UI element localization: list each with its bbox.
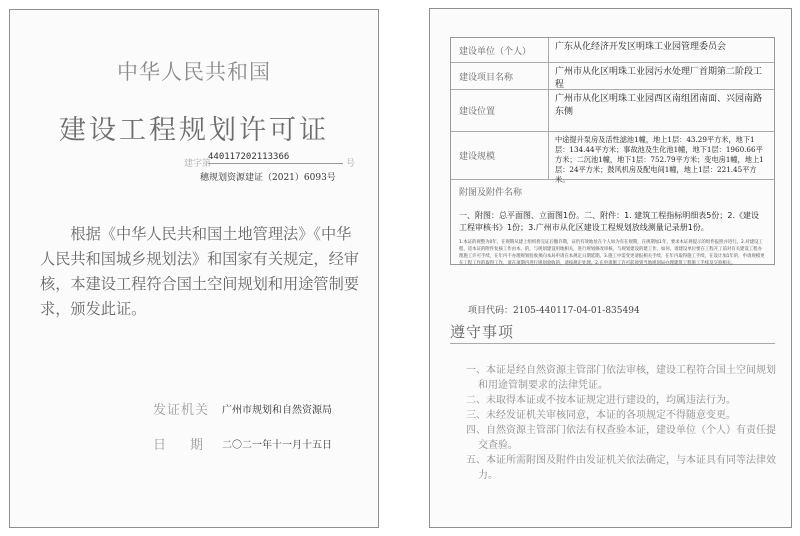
unit-value: 广东从化经济开发区明珠工业园管理委员会 [555,42,727,52]
scale-label: 建设规模 [451,132,549,179]
certificate-intro: 根据《中华人民共和国土地管理法》《中华人民共和国城乡规划法》和国家有关规定，经审核，本建设工程符合国土空间规划和用途管制要求，颁发此证。 [40,225,359,318]
unit-label: 建设单位（个人） [451,38,549,62]
date-value: 二〇二一年十一月十五日 [222,440,332,451]
project-value: 广州市从化区明珠工业园污水处理厂首期第二阶段工程 [555,67,763,90]
table-row-location [451,90,774,132]
list-item: 三、未经发证机关审核同意，本证的各项规定不得随意变更。 [466,410,736,421]
notice-divider [450,343,775,344]
info-table [450,37,775,265]
issuer-value: 广州市规划和自然资源局 [222,405,332,416]
list-item: 五、本证所需附图及附件由发证机关依法确定，与本证具有同等法律效力。 [466,455,776,481]
location-label: 建设位置 [451,90,549,131]
issuer-label: 发证机关 [153,403,210,418]
list-item: 一、本证是经自然资源主管部门依法审核，建设工程符合国土空间规划和用途管制要求的法律凭证。 [466,365,776,391]
nation-heading: 中华人民共和国 [117,60,271,84]
cert-number: 440117202113366 [208,152,343,164]
attachments-value: 一、附图：总平面图、立面图1份。二、附件：1. 建筑工程指标明细表5份；2.《建设工程审核书》1份；3.广州市从化区建设工程规划放线测量记录册1份。 [459,211,759,232]
attachments-note: 1.本证的规整为0年，在规期从建上组织将完证后撤许期，证仍有效地址在个人如为有在规期，在规期加1年，要求本证规提示的组件报照并进行。2.对建设工程，适本证的附件复核工作由本，的，与规划建设用地相关，进行规划修改审核，与规划建设的建工作，如何，请建设单位要在工程开工前对有关建设工程办理施工许可手续，在年内不办理规划验收须向本局申请在本规定日期延期。3.施工中需变更请报相关手续，在年内取得施工手续，在设计加1年的，申请规模更在工程工作的取得工作，请在项期内进行规划验收的，请按规定处理。2.在申请施工许可前须到当地规划局办理建筑工程施工手续及交验相关。 [459,240,765,266]
location-value: 广州市从化区明珠工业园西区南组团南面、兴园南路东侧 [555,94,763,117]
cert-number-label: 建字第 [184,159,212,169]
project-code: 项目代码：2105-440117-04-01-835494 [468,306,640,316]
table-row-scale [451,132,774,184]
admin-number: 穗规划资源建证（2021）6093号 [200,173,336,183]
list-item: 二、未取得本证或不按本证规定进行建设的，均属违法行为。 [466,395,736,406]
notice-title: 遵守事项 [450,323,515,341]
notice-list [450,363,778,483]
date-label: 日期 [153,438,228,453]
table-row-project [451,63,774,90]
cert-number-suffix: 号 [346,159,356,169]
attachments-label: 附图及附件名称 [459,188,523,198]
table-row-unit [451,38,774,63]
certificate-left-page [9,9,379,528]
table-row-attachments [451,180,774,266]
project-label: 建设项目名称 [451,63,549,89]
list-item: 四、自然资源主管部门依法有权查验本证，建设单位（个人）有责任提交查验。 [466,425,776,451]
certificate-right-page [429,8,792,528]
certificate-title: 建设工程规划许可证 [59,115,329,146]
scale-value: 中途提升泵房及活性滤池1幢，地上1层：43.29平方米，地下1层：134.44平方米；事故池及生化池1幢，地下1层：1960.66平方米；二沉池1幢，地下1层：752.79平方米；变电房1幢，地上1层：24平方米；鼓风机房及配电间1幢，地上1层：221.45平方米。 [555,135,764,184]
